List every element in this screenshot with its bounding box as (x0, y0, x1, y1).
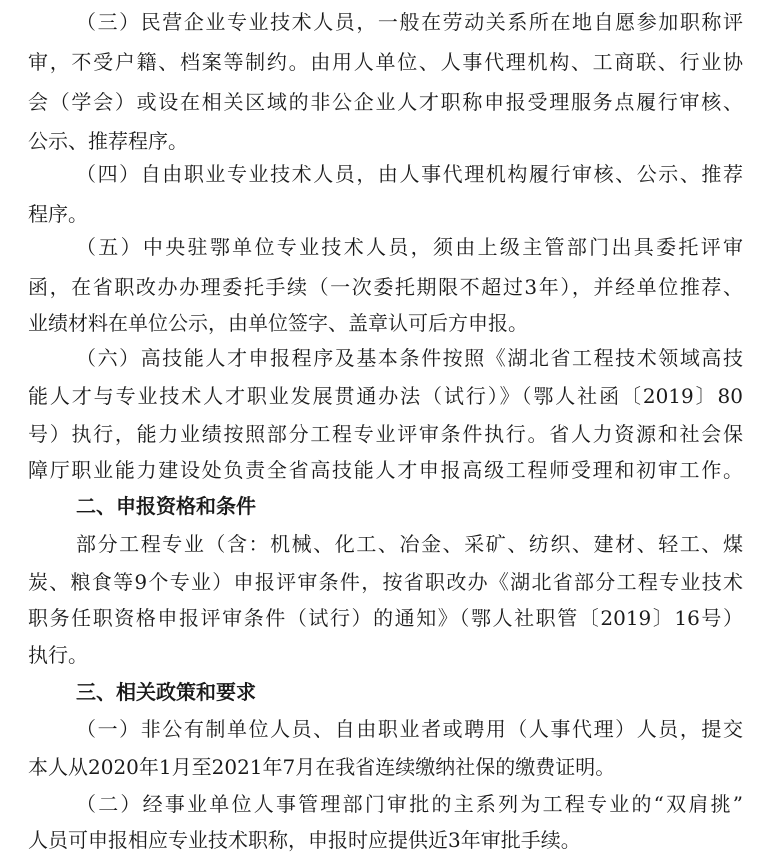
paragraph-3-line-4: 公示、推荐程序。 (28, 129, 188, 153)
paragraph-4-line-1: （四）自由职业专业技术人员，由人事代理机构履行审核、公示、推荐 (76, 162, 743, 186)
section-2-heading: 二、申报资格和条件 (76, 494, 256, 518)
paragraph-3-line-3: 会（学会）或设在相关区域的非公企业人才职称申报受理服务点履行审核、 (28, 90, 743, 114)
paragraph-6-line-3: 号）执行，能力业绩按照部分工程专业评审条件执行。省人力资源和社会保 (28, 422, 743, 446)
section-3-item-1-line-1: （一）非公有制单位人员、自由职业者或聘用（人事代理）人员，提交 (76, 717, 743, 741)
paragraph-6-line-4: 障厅职业能力建设处负责全省高技能人才申报高级工程师受理和初审工作。 (28, 458, 743, 482)
paragraph-4-line-2: 程序。 (28, 202, 88, 226)
section-2-line-3: 职务任职资格申报评审条件（试行）的通知》（鄂人社职管〔2019〕16号） (28, 606, 743, 630)
section-3-item-2-line-1: （二）经事业单位人事管理部门审批的主系列为工程专业的“双肩挑” (76, 792, 743, 816)
paragraph-6-line-1: （六）高技能人才申报程序及基本条件按照《湖北省工程技术领域高技 (76, 346, 743, 370)
section-2-line-1: 部分工程专业（含：机械、化工、冶金、采矿、纺织、建材、轻工、煤 (76, 532, 743, 556)
paragraph-5-line-3: 业绩材料在单位公示，由单位签字、盖章认可后方申报。 (28, 311, 528, 335)
section-2-line-4: 执行。 (28, 643, 88, 667)
paragraph-6-line-2: 能人才与专业技术人才职业发展贯通办法（试行）》（鄂人社函〔2019〕80 (28, 384, 743, 408)
paragraph-3-line-1: （三）民营企业专业技术人员，一般在劳动关系所在地自愿参加职称评 (76, 10, 743, 34)
paragraph-3-line-2: 审，不受户籍、档案等制约。由用人单位、人事代理机构、工商联、行业协 (28, 50, 743, 74)
paragraph-5-line-2: 函，在省职改办办理委托手续（一次委托期限不超过3年），并经单位推荐、 (28, 275, 743, 299)
section-3-item-1-line-2: 本人从2020年1月至2021年7月在我省连续缴纳社保的缴费证明。 (28, 755, 616, 779)
paragraph-5-line-1: （五）中央驻鄂单位专业技术人员，须由上级主管部门出具委托评审 (76, 235, 743, 259)
section-3-item-2-line-2: 人员可申报相应专业技术职称，申报时应提供近3年审批手续。 (28, 828, 581, 852)
section-3-heading: 三、相关政策和要求 (76, 680, 256, 704)
section-2-line-2: 炭、粮食等9个专业）申报评审条件，按省职改办《湖北省部分工程专业技术 (28, 570, 743, 594)
